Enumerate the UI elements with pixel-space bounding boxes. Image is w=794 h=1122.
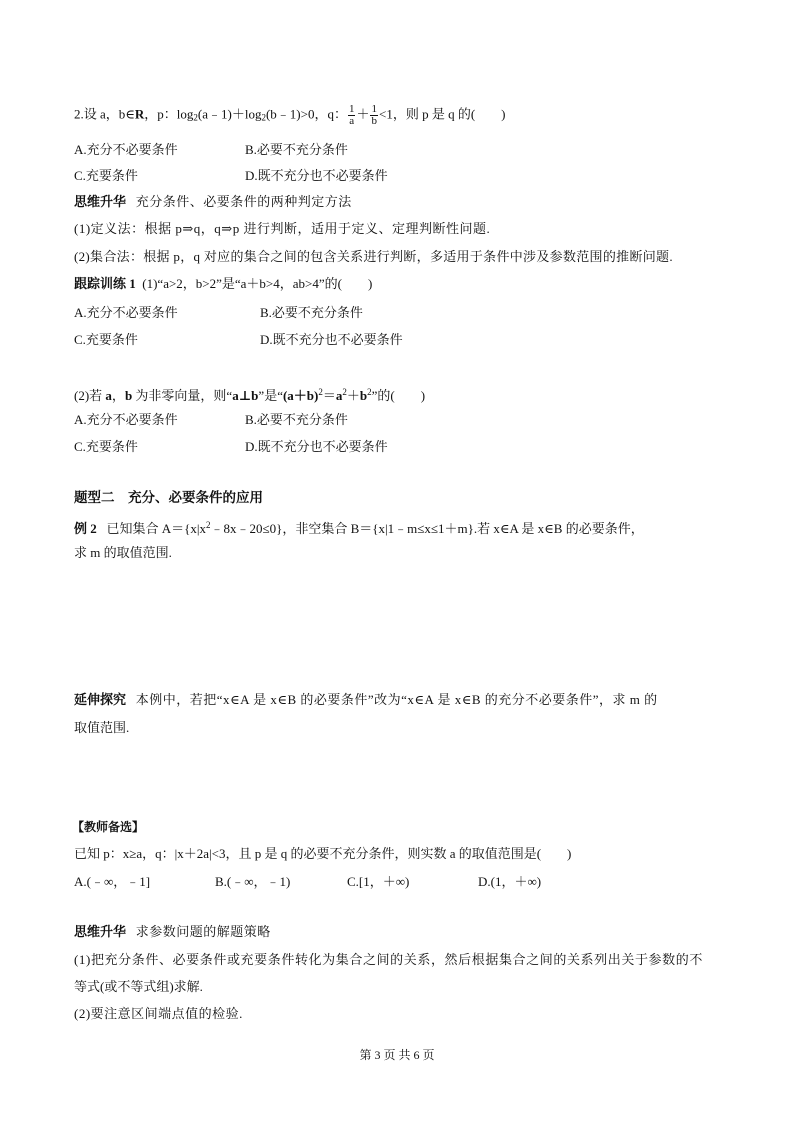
teacher-option-c: C.[1，＋∞) [347,874,410,889]
example-2-line-2: 求 m 的取值范围. [74,545,172,560]
q2-text: (b﹣1)>0，q： [265,106,347,122]
page-footer: 第 3 页 共 6 页 [359,1048,435,1062]
q2-option-a: A.充分不必要条件 [74,142,178,157]
extension-inquiry [74,692,658,708]
tracking-q2 [74,384,425,404]
vector-b: b [124,388,133,403]
q2-option-b: B.必要不充分条件 [245,142,348,157]
siwei2-line-1: (1)把充分条件、必要条件或充要条件转化为集合之间的关系，然后根据集合之间的关系列出关于参数的不 [74,952,703,967]
tracking-exercise-1 [74,276,372,292]
extension-line-2: 取值范围. [74,720,130,735]
section-title-type-2: 题型二 充分、必要条件的应用 [74,490,263,505]
siwei-section-2 [74,924,271,940]
siwei-section-1 [74,194,352,210]
tracking-q1-option-c: C.充要条件 [74,332,138,347]
sup: 2 [342,387,347,397]
extension-text: 本例中，若把“x∈A 是 x∈B 的必要条件”改为“x∈A 是 x∈B 的充分不必要条件”，求 m 的 [135,692,658,707]
q-text: ， [111,388,125,403]
q2-sub: 2 [193,112,198,123]
tracking-q1-option-a: A.充分不必要条件 [74,305,178,320]
q2-prefix: 2.设 a，b∈ [74,106,135,122]
vector-a: a [105,388,112,403]
fraction-1-over-a: $\frac{1}{a}$ [348,103,355,127]
example-text: ﹣8x﹣20≤0}，非空集合 B＝{x|1﹣m≤x≤1＋m}.若 x∈A 是 x∈B 的必要条件， [210,521,644,536]
tracking-q1: (1)“a>2，b>2”是“a＋b>4，ab>4”的( ) [142,276,373,291]
q2-text: ，p：log [144,106,194,122]
siwei-desc: 充分条件、必要条件的两种判定方法 [135,194,352,209]
example-2 [74,517,644,537]
example-text: 已知集合 A＝{x|x [106,521,206,536]
siwei-desc: 求参数问题的解题策略 [135,924,271,939]
siwei1-line-2: (2)集合法：根据 p，q 对应的集合之间的包含关系进行判断，多适用于条件中涉及参数范围的推断问题. [74,249,673,264]
q2-suffix: <1，则 p 是 q 的( ) [378,106,506,122]
vector-b: b [359,388,368,403]
q2-option-d: D.既不充分也不必要条件 [245,168,388,183]
q-text: ＝ [322,388,336,403]
siwei2-line-2: 等式(或不等式组)求解. [74,979,203,994]
q2-set-R: R [134,106,145,122]
teacher-option-b: B.(﹣∞，﹣1) [215,874,291,889]
q-text: 为非零向量，则“ [132,388,233,403]
tracking-q2-option-d: D.既不充分也不必要条件 [245,439,388,454]
q-text: ”是“ [258,388,283,403]
tracking-title: 跟踪训练 1 [74,276,136,291]
tracking-q2-option-a: A.充分不必要条件 [74,412,178,427]
sup: 2 [206,520,211,530]
teacher-option-d: D.(1，＋∞) [478,874,542,889]
tracking-q1-option-b: B.必要不充分条件 [260,305,363,320]
tracking-q2-option-b: B.必要不充分条件 [245,412,348,427]
tracking-q2-option-c: C.充要条件 [74,439,138,454]
tracking-q1-option-d: D.既不充分也不必要条件 [260,332,403,347]
q2-option-c: C.充要条件 [74,168,138,183]
q-text: ＋ [346,388,360,403]
vector-a: a [335,388,343,403]
teacher-question: 已知 p：x≥a，q：|x＋2a|<3，且 p 是 q 的必要不充分条件，则实数 a 的取值范围是( ) [74,846,572,861]
siwei-title: 思维升华 [74,194,127,209]
q-text: (2)若 [74,388,106,403]
siwei-title: 思维升华 [74,924,127,939]
example-label: 例 2 [74,521,97,536]
fraction-1-over-b: $\frac{1}{b}$ [371,103,377,127]
teacher-backup-title: 【教师备选】 [72,820,145,834]
teacher-option-a: A.(﹣∞，﹣1] [74,874,151,889]
sup: 2 [318,387,323,397]
q-text: ”的( ) [371,388,426,403]
q2-text: (a﹣1)＋log [197,106,262,122]
extension-title: 延伸探究 [74,692,127,707]
question-2 [74,104,505,127]
sum-expr: (a＋b) [282,388,319,403]
siwei1-line-1: (1)定义法：根据 p⇒q，q⇒p 进行判断，适用于定义、定理判断性问题. [74,221,491,236]
siwei2-line-3: (2)要注意区间端点值的检验. [74,1006,243,1021]
sup: 2 [367,387,372,397]
q2-sub: 2 [261,112,266,123]
perp-expr: a⊥b [232,388,259,403]
q2-plus: ＋ [356,106,370,122]
